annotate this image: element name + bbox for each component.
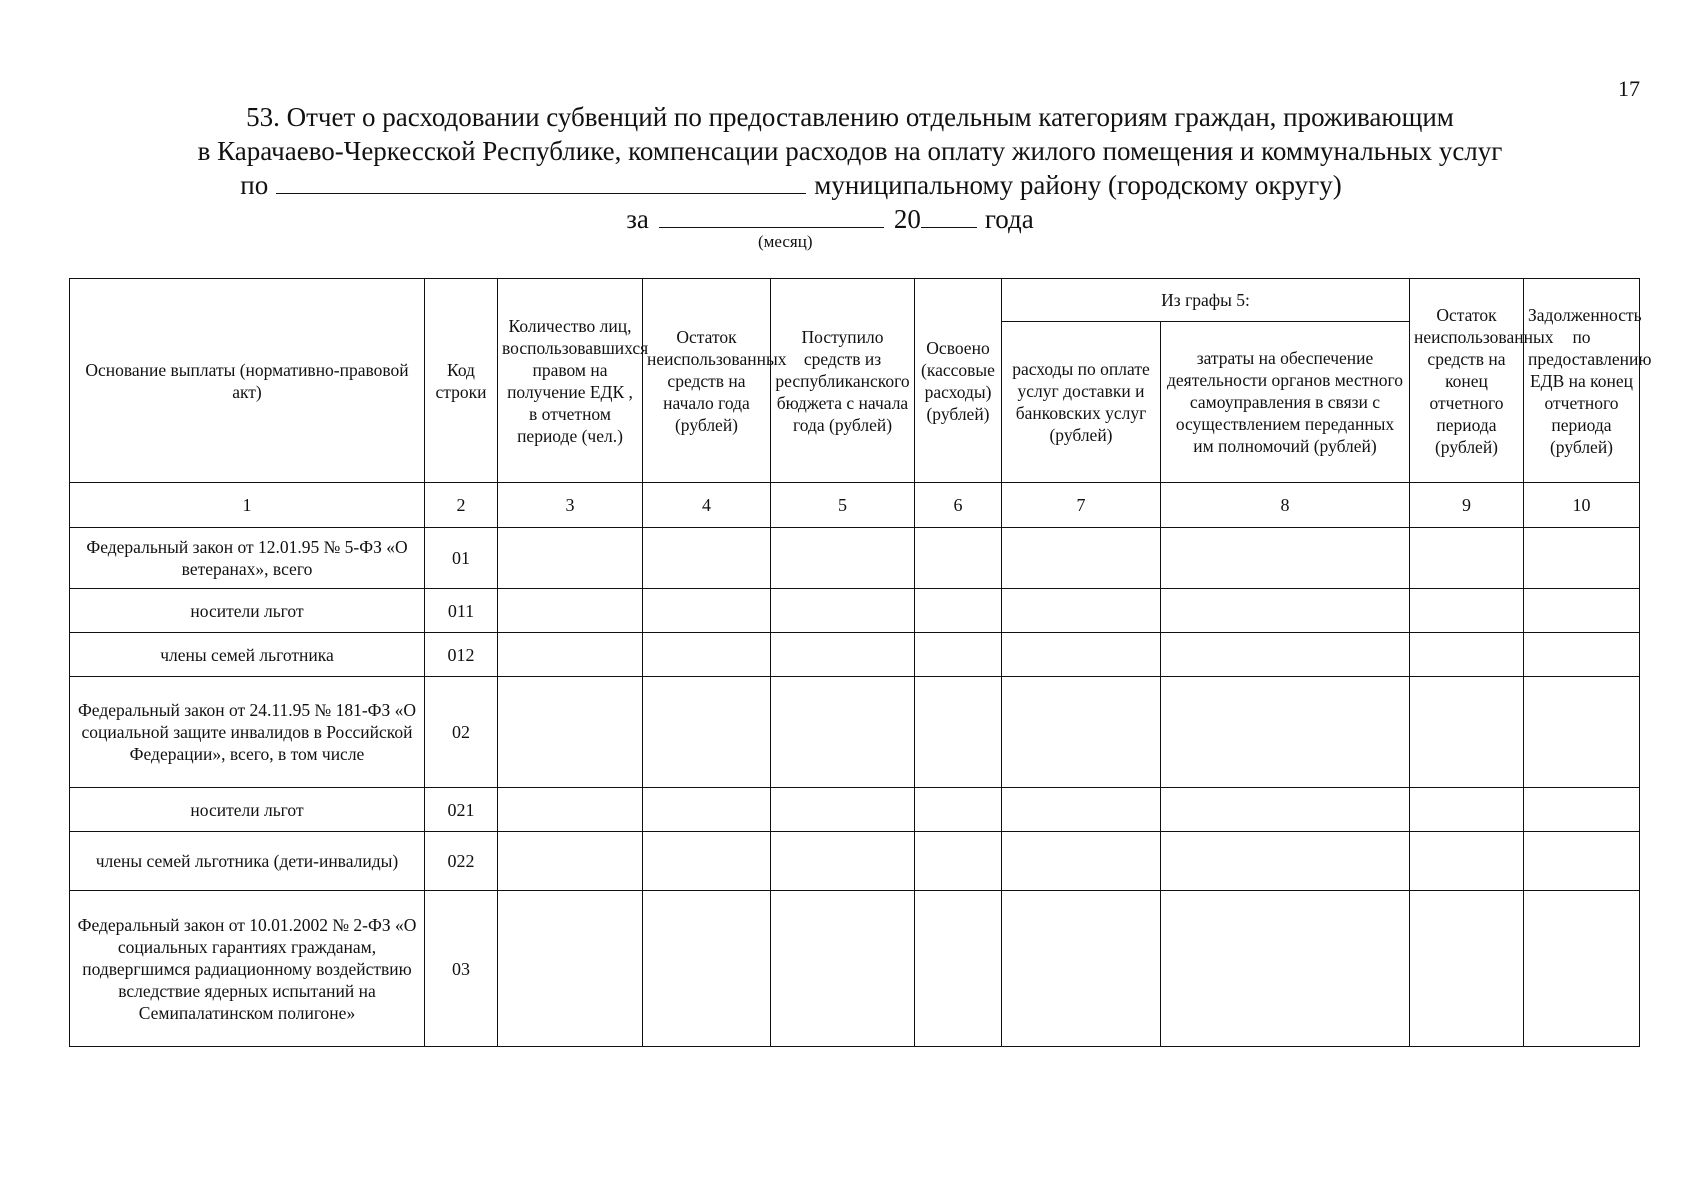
column-number: 3 — [498, 483, 643, 528]
data-cell[interactable] — [1002, 633, 1161, 677]
data-cell[interactable] — [1161, 528, 1410, 589]
data-cell[interactable] — [1410, 528, 1524, 589]
data-cell[interactable] — [1002, 677, 1161, 788]
data-cell[interactable] — [1002, 788, 1161, 832]
district-blank-field[interactable] — [276, 171, 806, 194]
title-district-suffix: муниципальному району (городскому округу) — [814, 170, 1342, 200]
data-cell[interactable] — [643, 589, 771, 633]
table-row — [70, 528, 1640, 589]
column-number: 4 — [643, 483, 771, 528]
month-caption: (месяц) — [758, 232, 813, 251]
row-code: 03 — [425, 891, 498, 1047]
data-cell[interactable] — [1161, 788, 1410, 832]
year-prefix: 20 — [893, 204, 921, 234]
data-cell[interactable] — [1410, 832, 1524, 891]
row-basis: носители льгот — [70, 589, 425, 633]
data-cell[interactable] — [1524, 589, 1640, 633]
data-cell[interactable] — [915, 788, 1002, 832]
title-line-4 — [30, 202, 1630, 236]
title-line-2: в Карачаево-Черкесской Республике, компенсации расходов на оплату жилого помещения и коммунальных услуг — [197, 136, 1503, 166]
data-cell[interactable] — [1002, 891, 1161, 1047]
data-cell[interactable] — [1524, 633, 1640, 677]
data-cell[interactable] — [1002, 832, 1161, 891]
report-title — [70, 100, 1630, 236]
year-blank-field[interactable] — [921, 205, 977, 228]
column-number: 9 — [1410, 483, 1524, 528]
data-cell[interactable] — [915, 891, 1002, 1047]
data-cell[interactable] — [771, 589, 915, 633]
header-debt: Задолженность по предоставлению ЕДВ на конец отчетного периода (рублей) — [1524, 279, 1640, 483]
row-code: 01 — [425, 528, 498, 589]
data-cell[interactable] — [915, 677, 1002, 788]
header-delivery: расходы по оплате услуг доставки и банковских услуг (рублей) — [1002, 322, 1161, 483]
data-cell[interactable] — [1410, 788, 1524, 832]
data-cell[interactable] — [643, 528, 771, 589]
data-cell[interactable] — [771, 891, 915, 1047]
report-table — [69, 278, 1652, 1047]
data-cell[interactable] — [771, 788, 915, 832]
data-cell[interactable] — [771, 633, 915, 677]
header-balance-start: Остаток неиспользованных средств на начало года (рублей) — [643, 279, 771, 483]
row-basis: Федеральный закон от 12.01.95 № 5-ФЗ «О ветеранах», всего — [70, 528, 425, 589]
page-number: 17 — [1618, 76, 1640, 101]
column-number-row — [70, 483, 1640, 528]
table-row — [70, 633, 1640, 677]
data-cell[interactable] — [1161, 633, 1410, 677]
row-basis: члены семей льготника — [70, 633, 425, 677]
data-cell[interactable] — [1524, 891, 1640, 1047]
data-cell[interactable] — [771, 832, 915, 891]
data-cell[interactable] — [1161, 677, 1410, 788]
data-cell[interactable] — [498, 528, 643, 589]
data-cell[interactable] — [643, 832, 771, 891]
data-cell[interactable] — [771, 528, 915, 589]
column-number: 7 — [1002, 483, 1161, 528]
data-cell[interactable] — [643, 677, 771, 788]
title-year-suffix: года — [984, 204, 1034, 234]
header-row-1 — [70, 279, 1640, 322]
data-cell[interactable] — [1161, 891, 1410, 1047]
data-cell[interactable] — [1524, 832, 1640, 891]
row-basis: носители льгот — [70, 788, 425, 832]
data-cell[interactable] — [1410, 589, 1524, 633]
table-row — [70, 891, 1640, 1047]
data-cell[interactable] — [771, 677, 915, 788]
data-cell[interactable] — [643, 891, 771, 1047]
row-basis: Федеральный закон от 10.01.2002 № 2-ФЗ «О социальных гарантиях гражданам, подвергшимся радиационному воздействию вследствие ядерных испытаний на Семипалатинском полигоне» — [70, 891, 425, 1047]
row-code: 012 — [425, 633, 498, 677]
table-row — [70, 788, 1640, 832]
data-cell[interactable] — [498, 633, 643, 677]
data-cell[interactable] — [498, 788, 643, 832]
table-row — [70, 589, 1640, 633]
header-basis: Основание выплаты (нормативно-правовой акт) — [70, 279, 425, 483]
data-cell[interactable] — [498, 589, 643, 633]
column-number: 10 — [1524, 483, 1640, 528]
title-prefix-za: за — [626, 204, 649, 234]
header-persons: Количество лиц, воспользовавшихся правом на получение ЕДК , в отчетном периоде (чел.) — [498, 279, 643, 483]
row-code: 02 — [425, 677, 498, 788]
data-cell[interactable] — [498, 677, 643, 788]
column-number: 6 — [915, 483, 1002, 528]
data-cell[interactable] — [1161, 589, 1410, 633]
month-blank-field[interactable] — [659, 205, 884, 228]
data-cell[interactable] — [1410, 677, 1524, 788]
header-received: Поступило средств из республиканского бюджета с начала года (рублей) — [771, 279, 915, 483]
data-cell[interactable] — [498, 832, 643, 891]
header-admin-costs: затраты на обеспечение деятельности органов местного самоуправления в связи с осуществлением переданных им полномочий (рублей) — [1161, 322, 1410, 483]
row-basis: Федеральный закон от 24.11.95 № 181-ФЗ «О социальной защите инвалидов в Российской Федерации», всего, в том числе — [70, 677, 425, 788]
data-cell[interactable] — [1410, 633, 1524, 677]
title-line-1: 53. Отчет о расходовании субвенций по предоставлению отдельным категориям граждан, проживающим — [246, 102, 1454, 132]
header-code: Код строки — [425, 279, 498, 483]
data-cell[interactable] — [915, 528, 1002, 589]
header-from-col5: Из графы 5: — [1002, 279, 1410, 322]
row-basis: члены семей льготника (дети-инвалиды) — [70, 832, 425, 891]
header-spent: Освоено (кассовые расходы) (рублей) — [915, 279, 1002, 483]
row-code: 021 — [425, 788, 498, 832]
header-balance-end: Остаток неиспользованных средств на конец отчетного периода (рублей) — [1410, 279, 1524, 483]
data-cell[interactable] — [643, 788, 771, 832]
table-row — [70, 832, 1640, 891]
data-cell[interactable] — [1524, 788, 1640, 832]
data-cell[interactable] — [1002, 528, 1161, 589]
column-number: 5 — [771, 483, 915, 528]
row-code: 011 — [425, 589, 498, 633]
column-number: 8 — [1161, 483, 1410, 528]
data-cell[interactable] — [915, 589, 1002, 633]
table-row — [70, 677, 1640, 788]
title-line-3 — [0, 168, 1630, 202]
data-cell[interactable] — [1524, 528, 1640, 589]
data-cell[interactable] — [1524, 677, 1640, 788]
data-cell[interactable] — [915, 633, 1002, 677]
data-cell[interactable] — [1002, 589, 1161, 633]
data-cell[interactable] — [915, 832, 1002, 891]
data-cell[interactable] — [643, 633, 771, 677]
title-prefix-po: по — [240, 170, 269, 200]
data-cell[interactable] — [498, 891, 643, 1047]
column-number: 1 — [70, 483, 425, 528]
column-number: 2 — [425, 483, 498, 528]
data-cell[interactable] — [1161, 832, 1410, 891]
row-code: 022 — [425, 832, 498, 891]
data-cell[interactable] — [1410, 891, 1524, 1047]
